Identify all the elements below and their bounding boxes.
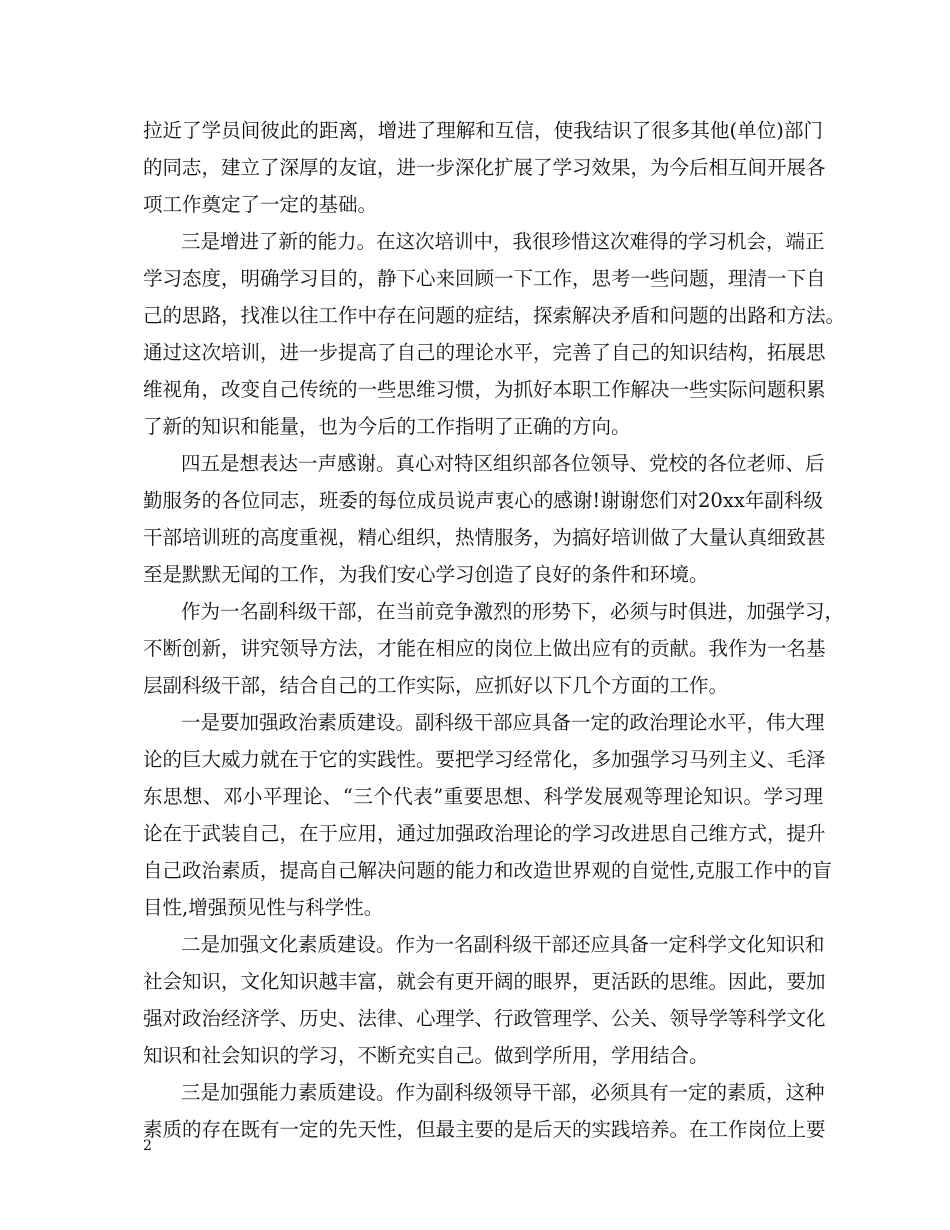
text-line: 通过这次培训，进一步提高了自己的理论水平，完善了自己的知识结构，拓展思 [143,341,826,364]
text-line: 了新的知识和能量，也为今后的工作指明了正确的方向。 [143,415,631,438]
text-line: 己的思路，找准以往工作中存在问题的症结，探索解决矛盾和问题的出路和方法。 [143,304,846,327]
text-line: 三是加强能力素质建设。作为副科级领导干部，必须具有一定的素质，这种 [181,1081,825,1104]
text-line: 的同志，建立了深厚的友谊，进一步深化扩展了学习效果，为今后相互间开展各 [143,156,826,179]
text-line: 强对政治经济学、历史、法律、心理学、行政管理学、公关、领导学等科学文化 [143,1007,826,1030]
body-text [143,112,846,1148]
text-line: 二是加强文化素质建设。作为一名副科级干部还应具备一定科学文化知识和 [181,933,825,956]
text-line: 社会知识，文化知识越丰富，就会有更开阔的眼界，更活跃的思维。因此，要加 [143,970,826,993]
text-line: 论的巨大威力就在于它的实践性。要把学习经常化，多加强学习马列主义、毛泽 [143,748,826,771]
text-line: 至是默默无闻的工作，为我们安心学习创造了良好的条件和环境。 [143,563,709,586]
text-line: 论在于武装自己，在于应用，通过加强政治理论的学习改进思自己维方式，提升 [143,822,826,845]
text-line: 勤服务的各位同志，班委的每位成员说声衷心的感谢!谢谢您们对20xx年副科级 [143,489,823,512]
text-line: 作为一名副科级干部，在当前竞争激烈的形势下，必须与时俱进，加强学习， [181,600,845,623]
text-line: 目性,增强预见性与科学性。 [143,896,384,919]
text-line: 三是增进了新的能力。在这次培训中，我很珍惜这次难得的学习机会，端正 [181,230,825,253]
text-line: 维视角，改变自己传统的一些思维习惯，为抓好本职工作解决一些实际问题积累 [143,378,826,401]
text-line: 层副科级干部，结合自己的工作实际，应抓好以下几个方面的工作。 [143,674,729,697]
text-line: 不断创新，讲究领导方法，才能在相应的岗位上做出应有的贡献。我作为一名基 [143,637,826,660]
text-line: 项工作奠定了一定的基础。 [143,193,378,216]
text-line: 素质的存在既有一定的先天性，但最主要的是后天的实践培养。在工作岗位上要 [143,1118,826,1141]
text-line: 学习态度，明确学习目的，静下心来回顾一下工作，思考一些问题，理清一下自 [143,267,826,290]
text-line: 干部培训班的高度重视，精心组织，热情服务，为搞好培训做了大量认真细致甚 [143,526,826,549]
text-line: 一是要加强政治素质建设。副科级干部应具备一定的政治理论水平，伟大理 [181,711,825,734]
text-line: 知识和社会知识的学习，不断充实自己。做到学所用，学用结合。 [143,1044,709,1067]
text-line: 东思想、邓小平理论、“三个代表”重要思想、科学发展观等理论知识。学习理 [143,785,823,808]
text-line: 四五是想表达一声感谢。真心对特区组织部各位领导、党校的各位老师、后 [181,452,825,475]
text-line: 自己政治素质，提高自己解决问题的能力和改造世界观的自觉性,克服工作中的盲 [143,859,832,882]
text-line: 拉近了学员间彼此的距离，增进了理解和互信，使我结识了很多其他(单位)部门 [143,119,823,142]
page-number: 2 [143,1138,152,1154]
